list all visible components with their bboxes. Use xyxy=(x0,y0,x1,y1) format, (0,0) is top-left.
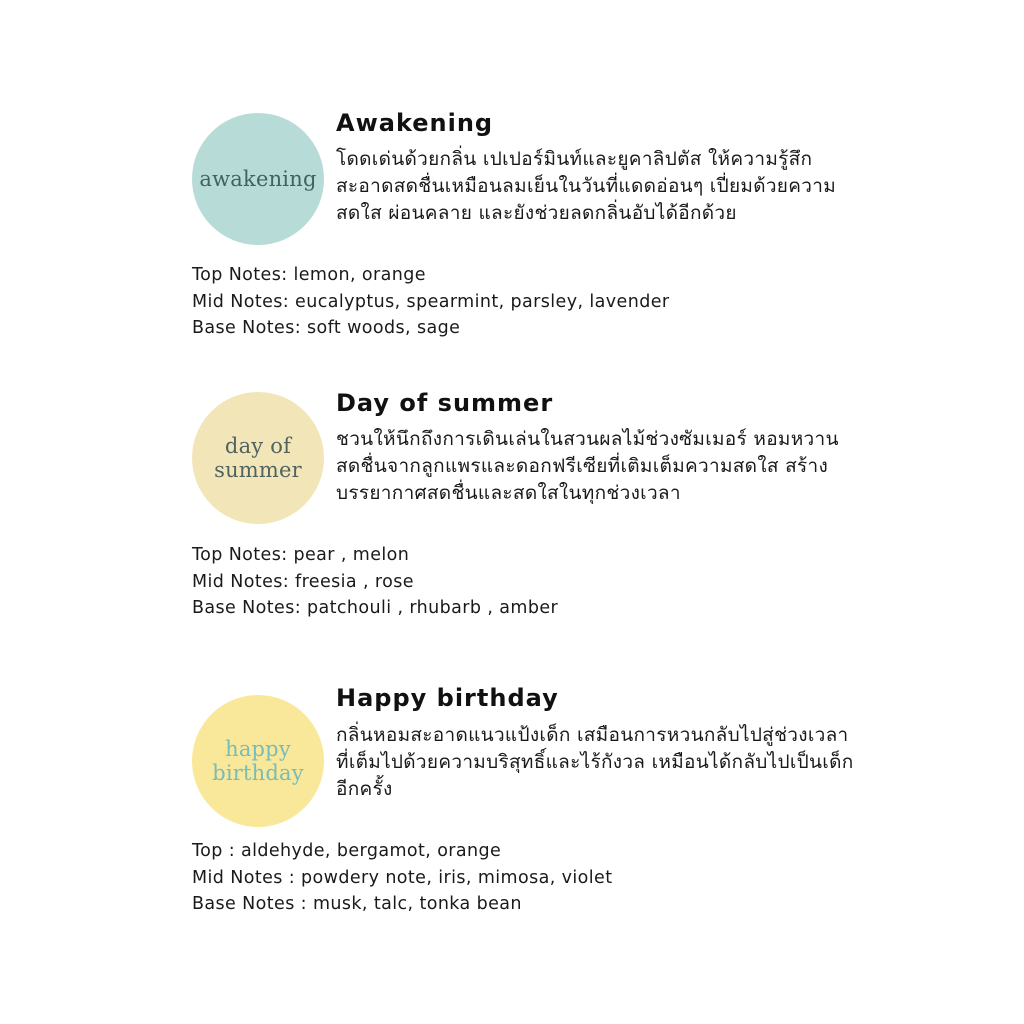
top-notes: Top Notes: pear , melon xyxy=(192,545,410,565)
product-title: Day of summer xyxy=(336,389,554,417)
awakening-badge: awakening xyxy=(192,113,324,245)
product-description: โดดเด่นด้วยกลิ่น เปเปอร์มินท์และยูคาลิปตัส ให้ความรู้สึกสะอาดสดชื่นเหมือนลมเย็นในวันที่แดดอ่อนๆ เปี่ยมด้วยความสดใส ผ่อนคลาย และยังช่วยลดกลิ่นอับได้อีกด้วย xyxy=(336,148,837,224)
happy-birthday-badge: happy birthday xyxy=(192,695,324,827)
scent-notes-list xyxy=(192,262,669,342)
mid-notes: Mid Notes: freesia , rose xyxy=(192,571,414,592)
day-of-summer-badge: day of summer xyxy=(192,392,324,524)
product-description: กลิ่นหอมสะอาดแนวแป้งเด็ก เสมือนการหวนกลับไปสู่ช่วงเวลาที่เต็มไปด้วยความบริสุทธิ์และไร้กังวล เหมือนได้กลับไปเป็นเด็กอีกครั้ง xyxy=(336,724,854,800)
base-notes: Base Notes : musk, talc, tonka bean xyxy=(192,894,522,914)
mid-notes: Mid Notes: eucalyptus, spearmint, parsley, lavender xyxy=(192,291,670,312)
base-notes: Base Notes: patchouli , rhubarb , amber xyxy=(192,598,559,618)
scent-notes-list xyxy=(192,542,558,622)
product-description: ชวนให้นึกถึงการเดินเล่นในสวนผลไม้ช่วงซัมเมอร์ หอมหวานสดชื่นจากลูกแพรและดอกฟรีเซียที่เติมเต็มความสดใส สร้างบรรยากาศสดชื่นและสดใสในทุกช่วงเวลา xyxy=(336,428,839,504)
top-notes: Top Notes: lemon, orange xyxy=(192,265,426,285)
base-notes: Base Notes: soft woods, sage xyxy=(192,318,461,338)
mid-notes: Mid Notes : powdery note, iris, mimosa, violet xyxy=(192,867,613,888)
top-notes: Top : aldehyde, bergamot, orange xyxy=(192,841,502,861)
product-title: Happy birthday xyxy=(336,684,559,712)
product-title: Awakening xyxy=(336,109,494,137)
scent-notes-list xyxy=(192,838,612,918)
